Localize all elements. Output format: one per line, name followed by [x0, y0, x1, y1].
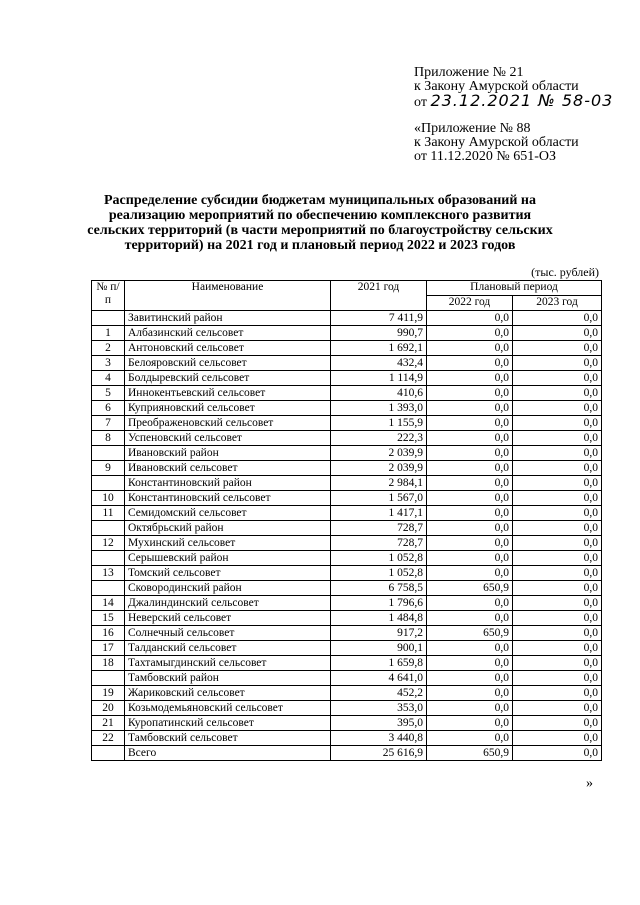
- cell-name: Антоновский сельсовет: [125, 341, 331, 356]
- cell-num: 13: [92, 566, 125, 581]
- cell-2021: 1 052,8: [331, 551, 427, 566]
- table-row: [92, 626, 602, 641]
- table-row-total: [92, 476, 602, 491]
- cell-2021: 1 393,0: [331, 401, 427, 416]
- closing-quote: »: [586, 776, 593, 791]
- cell-name: Джалиндинский сельсовет: [125, 596, 331, 611]
- cell-2023: 0,0: [513, 611, 602, 626]
- cell-2022: 0,0: [427, 476, 513, 491]
- cell-2022: 0,0: [427, 491, 513, 506]
- cell-2023: 0,0: [513, 581, 602, 596]
- cell-2021: 395,0: [331, 716, 427, 731]
- table-row: [92, 431, 602, 446]
- cell-2022: 0,0: [427, 311, 513, 326]
- cell-2022: 0,0: [427, 341, 513, 356]
- cell-2021: 6 758,5: [331, 581, 427, 596]
- cell-2022: 0,0: [427, 716, 513, 731]
- table-row: [92, 371, 602, 386]
- cell-num: 21: [92, 716, 125, 731]
- cell-2022: 0,0: [427, 536, 513, 551]
- table-row: [92, 731, 602, 746]
- table-row: [92, 641, 602, 656]
- cell-num: 5: [92, 386, 125, 401]
- cell-num: [92, 476, 125, 491]
- cell-2023: 0,0: [513, 596, 602, 611]
- annex-current-date: [414, 91, 614, 110]
- cell-name: Октябрьский район: [125, 521, 331, 536]
- table-row: [92, 461, 602, 476]
- cell-2021: 1 796,6: [331, 596, 427, 611]
- cell-num: [92, 551, 125, 566]
- cell-2021: 4 641,0: [331, 671, 427, 686]
- cell-2022: 0,0: [427, 371, 513, 386]
- cell-2023: 0,0: [513, 671, 602, 686]
- cell-2021: 452,2: [331, 686, 427, 701]
- annex-current-title: Приложение № 21: [414, 65, 524, 80]
- cell-num: [92, 311, 125, 326]
- table-row: [92, 701, 602, 716]
- cell-2022: 0,0: [427, 416, 513, 431]
- cell-2021: 222,3: [331, 431, 427, 446]
- cell-2023: 0,0: [513, 521, 602, 536]
- cell-num: 16: [92, 626, 125, 641]
- cell-2022: 0,0: [427, 386, 513, 401]
- header-2023: 2023 год: [513, 296, 602, 311]
- cell-name: Тахтамыгдинский сельсовет: [125, 656, 331, 671]
- annex-previous-law: к Закону Амурской области: [414, 135, 579, 150]
- cell-2023: 0,0: [513, 401, 602, 416]
- cell-2022: 650,9: [427, 746, 513, 761]
- cell-2022: 0,0: [427, 446, 513, 461]
- cell-2021: 353,0: [331, 701, 427, 716]
- cell-2023: 0,0: [513, 506, 602, 521]
- cell-2022: 0,0: [427, 656, 513, 671]
- cell-num: 1: [92, 326, 125, 341]
- cell-name: Мухинский сельсовет: [125, 536, 331, 551]
- cell-2023: 0,0: [513, 626, 602, 641]
- cell-name: Ивановский сельсовет: [125, 461, 331, 476]
- table-row: [92, 326, 602, 341]
- annex-previous-title: «Приложение № 88: [414, 121, 531, 136]
- cell-2023: 0,0: [513, 371, 602, 386]
- cell-name: Ивановский район: [125, 446, 331, 461]
- cell-2021: 1 692,1: [331, 341, 427, 356]
- cell-2022: 650,9: [427, 581, 513, 596]
- cell-2023: 0,0: [513, 386, 602, 401]
- cell-num: 18: [92, 656, 125, 671]
- table-row: [92, 401, 602, 416]
- annex-date-prefix: от: [414, 95, 427, 110]
- cell-num: 15: [92, 611, 125, 626]
- cell-2023: 0,0: [513, 491, 602, 506]
- table-body: [92, 311, 602, 761]
- cell-2023: 0,0: [513, 656, 602, 671]
- cell-2022: 0,0: [427, 701, 513, 716]
- cell-num: [92, 446, 125, 461]
- cell-name: Куприяновский сельсовет: [125, 401, 331, 416]
- cell-2022: 0,0: [427, 596, 513, 611]
- table-row: [92, 416, 602, 431]
- cell-num: 8: [92, 431, 125, 446]
- cell-num: 4: [92, 371, 125, 386]
- cell-2021: 3 440,8: [331, 731, 427, 746]
- cell-2022: 0,0: [427, 611, 513, 626]
- cell-name: Козьмодемьяновский сельсовет: [125, 701, 331, 716]
- cell-2021: 1 114,9: [331, 371, 427, 386]
- cell-2023: 0,0: [513, 686, 602, 701]
- cell-2022: 0,0: [427, 506, 513, 521]
- header-num: № п/п: [92, 281, 125, 311]
- table-row-total: [92, 671, 602, 686]
- cell-num: 9: [92, 461, 125, 476]
- annex-previous-date: от 11.12.2020 № 651-ОЗ: [414, 149, 557, 164]
- cell-name: Сковородинский район: [125, 581, 331, 596]
- cell-name: Завитинский район: [125, 311, 331, 326]
- cell-2021: 1 659,8: [331, 656, 427, 671]
- annex-current-law: к Закону Амурской области: [414, 79, 579, 94]
- table-row: [92, 716, 602, 731]
- cell-num: 20: [92, 701, 125, 716]
- table-row-total: [92, 551, 602, 566]
- cell-num: 3: [92, 356, 125, 371]
- cell-num: 11: [92, 506, 125, 521]
- cell-2023: 0,0: [513, 566, 602, 581]
- cell-2023: 0,0: [513, 641, 602, 656]
- cell-name: Болдыревский сельсовет: [125, 371, 331, 386]
- handwritten-date: 23.12.2021 № 58-03: [430, 91, 614, 110]
- cell-2023: 0,0: [513, 326, 602, 341]
- cell-2021: 1 567,0: [331, 491, 427, 506]
- table-row: [92, 656, 602, 671]
- table-row-total: [92, 521, 602, 536]
- cell-name: Тамбовский сельсовет: [125, 731, 331, 746]
- table-row: [92, 341, 602, 356]
- cell-2023: 0,0: [513, 341, 602, 356]
- cell-num: [92, 671, 125, 686]
- cell-name: Белояровский сельсовет: [125, 356, 331, 371]
- cell-num: 12: [92, 536, 125, 551]
- cell-num: 17: [92, 641, 125, 656]
- cell-2023: 0,0: [513, 431, 602, 446]
- table-row: [92, 566, 602, 581]
- cell-name: Семидомский сельсовет: [125, 506, 331, 521]
- table-row: [92, 596, 602, 611]
- cell-2022: 0,0: [427, 551, 513, 566]
- header-plan-period: Плановый период: [427, 281, 602, 296]
- table-row: [92, 686, 602, 701]
- cell-num: 2: [92, 341, 125, 356]
- annex-current-block: [414, 66, 613, 110]
- table-row-total: [92, 311, 602, 326]
- cell-name: Талданский сельсовет: [125, 641, 331, 656]
- cell-2023: 0,0: [513, 536, 602, 551]
- cell-2021: 1 155,9: [331, 416, 427, 431]
- units-label: (тыс. рублей): [531, 265, 599, 279]
- cell-name: Томский сельсовет: [125, 566, 331, 581]
- cell-2023: 0,0: [513, 356, 602, 371]
- cell-name: Иннокентьевский сельсовет: [125, 386, 331, 401]
- table-row-total: [92, 446, 602, 461]
- header-2022: 2022 год: [427, 296, 513, 311]
- cell-2022: 0,0: [427, 431, 513, 446]
- table-row: [92, 536, 602, 551]
- cell-2021: 728,7: [331, 521, 427, 536]
- cell-2023: 0,0: [513, 701, 602, 716]
- cell-num: 7: [92, 416, 125, 431]
- cell-2022: 0,0: [427, 731, 513, 746]
- cell-2022: 0,0: [427, 356, 513, 371]
- cell-2021: 2 039,9: [331, 446, 427, 461]
- cell-name: Всего: [125, 746, 331, 761]
- cell-name: Тамбовский район: [125, 671, 331, 686]
- document-title: Распределение субсидии бюджетам муниципальных образований на реализацию мероприятий по обеспечению комплексного развития сельских территорий (в части мероприятий по благоустройству сельских территорий) на 2021 год и плановый период 2022 и 2023 годов: [87, 193, 553, 253]
- cell-2021: 7 411,9: [331, 311, 427, 326]
- cell-2021: 432,4: [331, 356, 427, 371]
- cell-2022: 0,0: [427, 401, 513, 416]
- table-row: [92, 506, 602, 521]
- cell-2022: 0,0: [427, 461, 513, 476]
- cell-2021: 25 616,9: [331, 746, 427, 761]
- cell-2022: 0,0: [427, 521, 513, 536]
- table-row: [92, 386, 602, 401]
- cell-2023: 0,0: [513, 731, 602, 746]
- cell-num: [92, 521, 125, 536]
- cell-name: Серышевский район: [125, 551, 331, 566]
- cell-num: 22: [92, 731, 125, 746]
- cell-num: [92, 581, 125, 596]
- cell-name: Константиновский сельсовет: [125, 491, 331, 506]
- header-2021: 2021 год: [331, 281, 427, 311]
- cell-name: Константиновский район: [125, 476, 331, 491]
- cell-2023: 0,0: [513, 311, 602, 326]
- annex-previous-block: [414, 122, 579, 164]
- cell-2023: 0,0: [513, 461, 602, 476]
- cell-2021: 410,6: [331, 386, 427, 401]
- table-row: [92, 491, 602, 506]
- cell-name: Солнечный сельсовет: [125, 626, 331, 641]
- cell-2022: 0,0: [427, 566, 513, 581]
- cell-2021: 900,1: [331, 641, 427, 656]
- cell-2021: 2 039,9: [331, 461, 427, 476]
- cell-name: Жариковский сельсовет: [125, 686, 331, 701]
- cell-2021: 2 984,1: [331, 476, 427, 491]
- cell-name: Успеновский сельсовет: [125, 431, 331, 446]
- cell-name: Неверский сельсовет: [125, 611, 331, 626]
- cell-2023: 0,0: [513, 551, 602, 566]
- cell-num: [92, 746, 125, 761]
- subsidy-table: [91, 280, 602, 761]
- table-row-total: [92, 581, 602, 596]
- cell-2021: 1 417,1: [331, 506, 427, 521]
- cell-2023: 0,0: [513, 746, 602, 761]
- cell-2023: 0,0: [513, 446, 602, 461]
- cell-2021: 728,7: [331, 536, 427, 551]
- cell-2021: 1 052,8: [331, 566, 427, 581]
- cell-num: 10: [92, 491, 125, 506]
- cell-2021: 917,2: [331, 626, 427, 641]
- cell-num: 6: [92, 401, 125, 416]
- cell-name: Албазинский сельсовет: [125, 326, 331, 341]
- cell-2022: 0,0: [427, 686, 513, 701]
- cell-2022: 0,0: [427, 641, 513, 656]
- cell-2022: 0,0: [427, 671, 513, 686]
- cell-2022: 0,0: [427, 326, 513, 341]
- cell-2021: 1 484,8: [331, 611, 427, 626]
- cell-name: Преображеновский сельсовет: [125, 416, 331, 431]
- cell-2023: 0,0: [513, 476, 602, 491]
- cell-num: 19: [92, 686, 125, 701]
- table-row: [92, 611, 602, 626]
- cell-2023: 0,0: [513, 416, 602, 431]
- header-name: Наименование: [125, 281, 331, 311]
- cell-num: 14: [92, 596, 125, 611]
- cell-name: Куропатинский сельсовет: [125, 716, 331, 731]
- cell-2023: 0,0: [513, 716, 602, 731]
- table-row-total: [92, 746, 602, 761]
- cell-2022: 650,9: [427, 626, 513, 641]
- table-row: [92, 356, 602, 371]
- cell-2021: 990,7: [331, 326, 427, 341]
